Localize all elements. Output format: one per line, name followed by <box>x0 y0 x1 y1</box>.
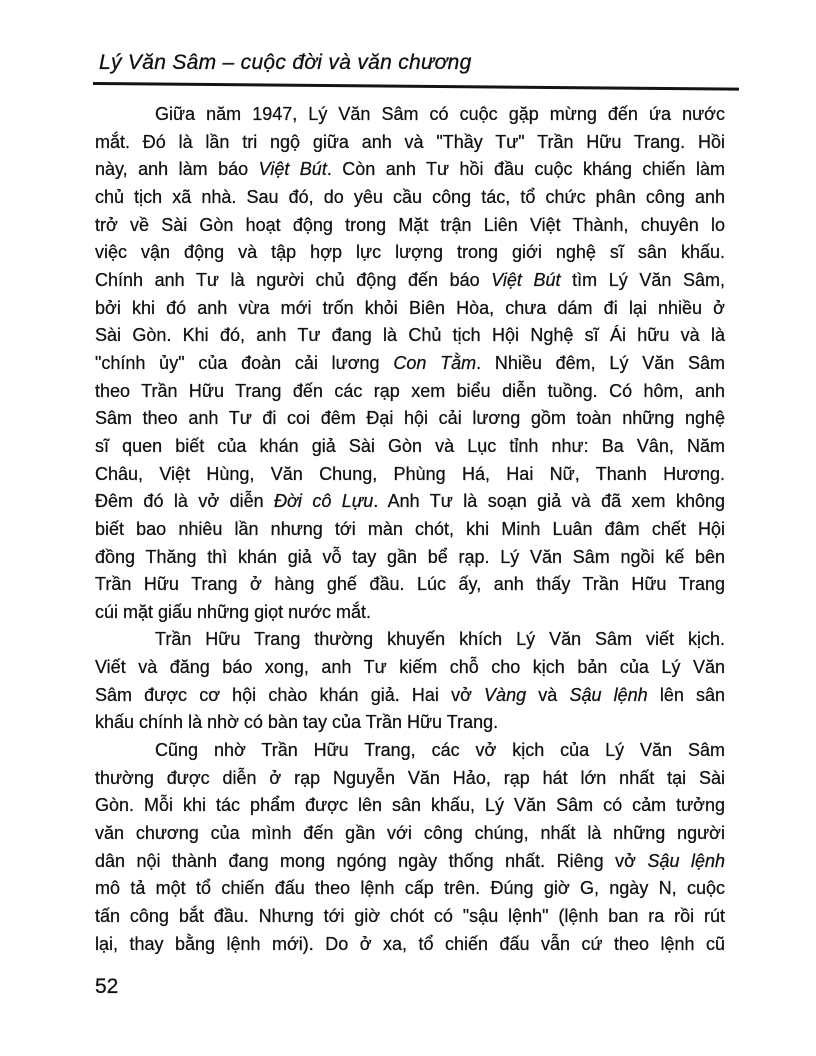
text-line <box>95 544 725 572</box>
work-title-italic: Việt Bút <box>258 159 327 180</box>
text-run: Sâm theo anh Tư đi coi đêm Đại hội cải lương gồm toàn những nghệ <box>95 408 725 429</box>
work-title-italic: Đời cô Lựu <box>274 491 374 512</box>
text-line <box>95 405 725 433</box>
text-run: . Còn anh Tư hồi đầu cuộc kháng chiến làm <box>326 159 725 180</box>
text-line <box>95 792 725 820</box>
text-run: mắt. Đó là lần tri ngộ giữa anh và "Thầy Tư" Trần Hữu Trang. Hồi <box>95 131 725 152</box>
text-run: tấn công bắt đầu. Nhưng tới giờ chót có "sậu lệnh" (lệnh ban ra rồi rút <box>95 906 725 927</box>
work-title-italic: Sậu lệnh <box>569 684 648 705</box>
text-line <box>95 488 725 516</box>
text-run: Sài Gòn. Khi đó, anh Tư đang là Chủ tịch Hội Nghệ sĩ Ái hữu và là <box>95 325 725 346</box>
text-line <box>95 239 725 267</box>
text-line <box>95 129 725 157</box>
text-line <box>95 571 725 599</box>
text-line <box>95 433 725 461</box>
text-line <box>95 350 725 378</box>
text-run: "chính ủy" của đoàn cải lương <box>95 352 394 373</box>
paragraph <box>95 737 725 958</box>
text-run: Trần Hữu Trang ở hàng ghế đầu. Lúc ấy, anh thấy Trần Hữu Trang <box>95 574 725 595</box>
work-title-italic: Vàng <box>484 684 527 705</box>
text-line <box>95 378 725 406</box>
text-line <box>95 156 725 184</box>
text-line <box>95 903 725 931</box>
text-run: Viết và đăng báo xong, anh Tư kiếm chỗ cho kịch bản của Lý Văn <box>95 657 725 678</box>
text-run: Trần Hữu Trang thường khuyến khích Lý Văn Sâm viết kịch. <box>155 629 725 650</box>
text-run: khấu chính là nhờ có bàn tay của Trần Hữu Trang. <box>95 712 499 733</box>
text-run: và <box>526 684 570 705</box>
text-line <box>95 184 725 212</box>
paragraph <box>95 626 725 737</box>
paragraph <box>95 101 725 626</box>
header-underline-rule <box>93 82 739 90</box>
text-run: Cũng nhờ Trần Hữu Trang, các vở kịch của Lý Văn Sâm <box>155 740 725 761</box>
text-line <box>95 820 725 848</box>
text-line <box>95 848 725 876</box>
text-run: mô tả một tổ chiến đấu theo lệnh cấp trên. Đúng giờ G, ngày N, cuộc <box>95 878 725 899</box>
text-run: Sâm được cơ hội chào khán giả. Hai vở <box>95 684 485 705</box>
text-line <box>95 599 725 627</box>
text-run: . Nhiều đêm, Lý Văn Sâm <box>476 352 725 373</box>
text-run: sĩ quen biết của khán giả Sài Gòn và Lục tỉnh như: Ba Vân, Năm <box>95 435 725 456</box>
text-run: trở về Sài Gòn hoạt động trong Mặt trận Liên Việt Thành, chuyên lo <box>95 214 725 235</box>
text-line <box>95 765 725 793</box>
text-run: văn chương của mình đến gần với công chúng, nhất là những người <box>95 823 725 844</box>
text-run: Châu, Việt Hùng, Văn Chung, Phùng Há, Hai Nữ, Thanh Hương. <box>95 463 725 484</box>
text-line <box>95 212 725 240</box>
text-line <box>95 626 725 654</box>
text-run: . Anh Tư là soạn giả và đã xem không <box>373 491 726 512</box>
text-run: lên sân <box>647 684 726 705</box>
work-title-italic: Sậu lệnh <box>647 850 725 871</box>
text-run: chủ tịch xã nhà. Sau đó, do yêu cầu công tác, tổ chức phân công anh <box>95 186 725 207</box>
text-run: Chính anh Tư là người chủ động đến báo <box>95 269 492 290</box>
text-line <box>95 322 725 350</box>
text-line <box>95 709 725 737</box>
text-run: đồng Thăng thì khán giả vỗ tay gần bể rạp. Lý Văn Sâm ngồi kế bên <box>95 546 725 567</box>
text-run: tìm Lý Văn Sâm, <box>560 269 725 290</box>
text-run: bởi khi đó anh vừa mới trốn khỏi Biên Hòa, chưa dám đi lại nhiều ở <box>95 297 725 318</box>
text-run: Gòn. Mỗi khi tác phẩm được lên sân khấu, Lý Văn Sâm có cảm tưởng <box>95 795 725 816</box>
text-run: theo Trần Hữu Trang đến các rạp xem biểu diễn tuồng. Có hôm, anh <box>95 380 725 401</box>
text-line <box>95 737 725 765</box>
text-line <box>95 101 725 129</box>
text-line <box>95 654 725 682</box>
text-block <box>95 101 725 958</box>
text-run: thường được diễn ở rạp Nguyễn Văn Hảo, rạp hát lớn nhất tại Sài <box>95 767 725 788</box>
text-run: Giữa năm 1947, Lý Văn Sâm có cuộc gặp mừng đến ứa nước <box>155 104 725 124</box>
text-run: biết bao nhiêu lần nhưng tới màn chót, khi Minh Luân đâm chết Hội <box>95 518 725 539</box>
text-line <box>95 295 725 323</box>
text-line <box>95 516 725 544</box>
text-run: lại, thay bằng lệnh mới). Do ở xa, tổ chiến đấu vẫn cứ theo lệnh cũ <box>95 933 725 954</box>
text-run: này, anh làm báo <box>95 159 259 180</box>
text-line <box>95 875 725 903</box>
page-number: 52 <box>95 975 119 998</box>
running-header-title: Lý Văn Sâm – cuộc đời và văn chương <box>99 51 472 74</box>
text-run: dân nội thành đang mong ngóng ngày thống nhất. Riêng vở <box>95 850 648 871</box>
text-run: việc vận động và tập hợp lực lượng trong giới nghệ sĩ sân khấu. <box>95 242 725 263</box>
work-title-italic: Con Tằm <box>393 352 477 373</box>
text-line <box>95 931 725 959</box>
text-line <box>95 461 725 489</box>
text-run: Đêm đó là vở diễn <box>95 491 275 512</box>
text-line <box>95 682 725 710</box>
work-title-italic: Việt Bút <box>491 269 561 290</box>
text-run: cúi mặt giấu những giọt nước mắt. <box>95 601 372 622</box>
text-line <box>95 267 725 295</box>
